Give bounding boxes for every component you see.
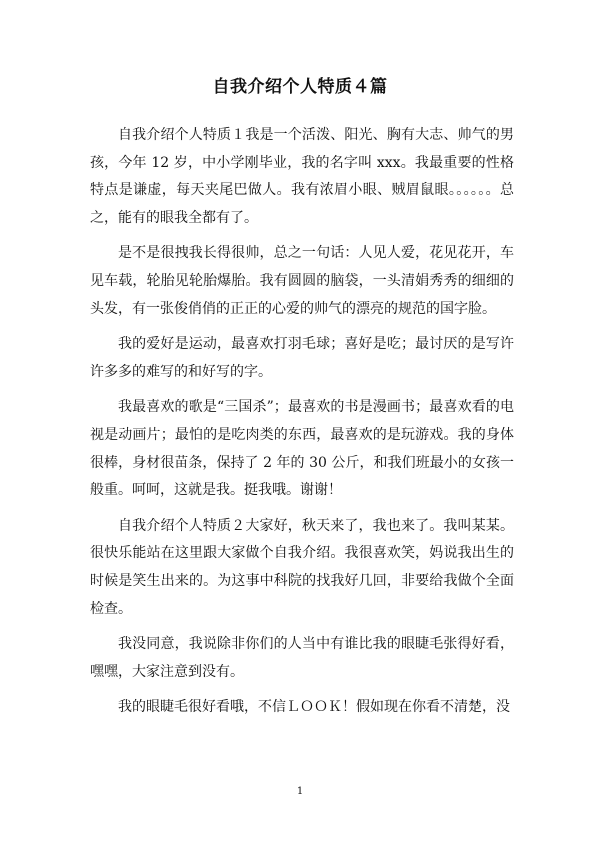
paragraph: 自我介绍个人特质１我是一个活泼、阳光、胸有大志、帅气的男孩，今年 12 岁，中小学刚毕业，我的名字叫 xxx。我最重要的性格特点是谦虚，每天夹尾巴做人。我有浓眉小眼、贼眉鼠眼。。。。。。总之，能有的眼我全都有了。 <box>90 127 514 226</box>
paragraph: 我最喜欢的歌是“三国杀”；最喜欢的书是漫画书；最喜欢看的电视是动画片；最怕的是吃肉类的东西，最喜欢的是玩游戏。我的身体很棒，身材很苗条，保持了 2 年的 30 公斤，和我们班最小的女孩一般重。呵呵，这就是我。挺我哦。谢谢！ <box>90 399 514 499</box>
paragraph: 自我介绍个人特质２大家好，秋天来了，我也来了。我叫某某。很快乐能站在这里跟大家做个自我介绍。我很喜欢笑，妈说我出生的时候是笑生出来的。为这事中科院的找我好几回，非要给我做个全面检查。 <box>90 517 514 617</box>
document-title: 自我介绍个人特质４篇 <box>212 77 388 97</box>
paragraph: 我的眼睫毛很好看哦，不信ＬＯＯＫ！假如现在你看不清楚，没 <box>118 699 510 716</box>
paragraph: 我没同意，我说除非你们的人当中有谁比我的眼睫毛张得好看，嘿嘿，大家注意到没有。 <box>90 636 514 680</box>
document-body <box>90 122 514 730</box>
paragraph: 我的爱好是运动，最喜欢打羽毛球；喜好是吃；最讨厌的是写许许多多的难写的和好写的字。 <box>90 336 514 380</box>
page-number: 1 <box>296 786 304 797</box>
paragraph: 是不是很拽我长得很帅，总之一句话：人见人爱，花见花开，车见车载，轮胎见轮胎爆胎。我有圆圆的脑袋，一头清娟秀秀的细细的头发，有一张俊俏俏的正正的心爱的帅气的漂亮的规范的国字脸。 <box>90 245 514 317</box>
